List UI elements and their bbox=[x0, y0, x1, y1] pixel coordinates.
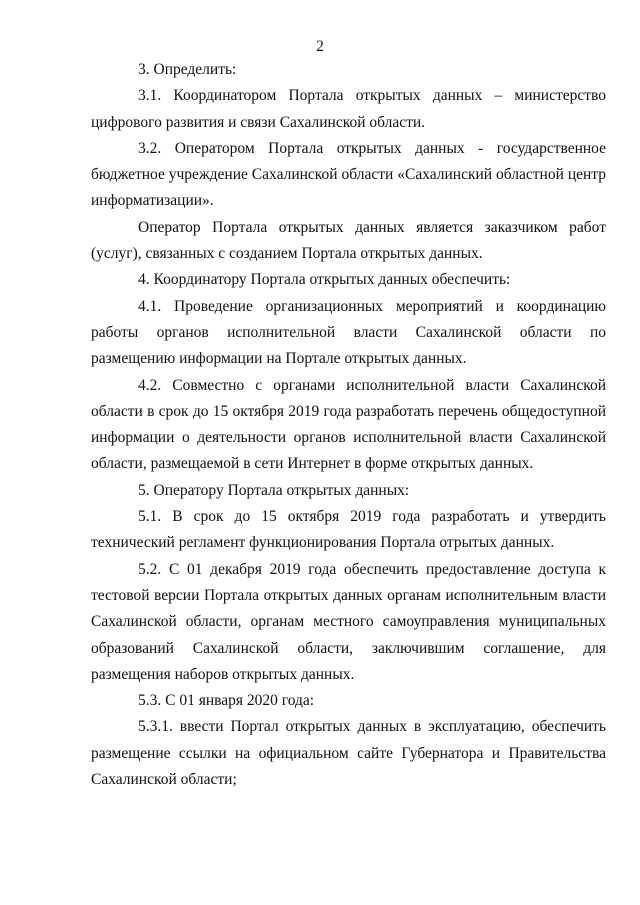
paragraph-4-1: 4.1. Проведение организационных мероприятий и координацию работы органов исполнительной власти Сахалинской области по размещению информации на Портале открытых данных. bbox=[91, 297, 606, 368]
paragraph-3: 3. Определить: bbox=[138, 61, 237, 78]
paragraph-5-3: 5.3. С 01 января 2020 года: bbox=[138, 692, 315, 710]
paragraph-operator: Оператор Портала открытых данных является заказчиком работ (услуг), связанных с созданием Портала открытых данных. bbox=[91, 218, 606, 263]
page-number: 2 bbox=[316, 38, 324, 55]
paragraph-3-2: 3.2. Оператором Портала открытых данных - государственное бюджетное учреждение Сахалинской области «Сахалинский областной центр информатизации». bbox=[91, 139, 606, 210]
paragraph-5-1: 5.1. В срок до 15 октября 2019 года разработать и утвердить технический регламент функционирования Портала отрытых данных. bbox=[91, 508, 606, 552]
paragraph-4: 4. Координатору Портала открытых данных обеспечить: bbox=[138, 271, 511, 289]
paragraph-5-3-1: 5.3.1. ввести Портал открытых данных в эксплуатацию, обеспечить размещение ссылки на официальном сайте Губернатора и Правительства Сахалинской области; bbox=[91, 718, 606, 789]
document-body bbox=[91, 57, 606, 793]
paragraph-3-1: 3.1. Координатором Портала открытых данных – министерство цифрового развития и связи Сахалинской области. bbox=[91, 87, 606, 131]
paragraph-4-2: 4.2. Совместно с органами исполнительной власти Сахалинской области в срок до 15 октября 2019 года разработать перечень общедоступной информации о деятельности органов исполнительной власти Сахалинской области, размещаемой в сети Интернет в форме открытых данных. bbox=[91, 376, 606, 473]
paragraph-5: 5. Оператору Портала открытых данных: bbox=[138, 481, 410, 499]
paragraph-5-2: 5.2. С 01 декабря 2019 года обеспечить предоставление доступа к тестовой версии Портала открытых данных органам исполнительным власти Сахалинской области, органам местного самоуправления муниципальных образований Сахалинской области, заключившим соглашение, для размещения наборов открытых данных. bbox=[91, 560, 606, 683]
